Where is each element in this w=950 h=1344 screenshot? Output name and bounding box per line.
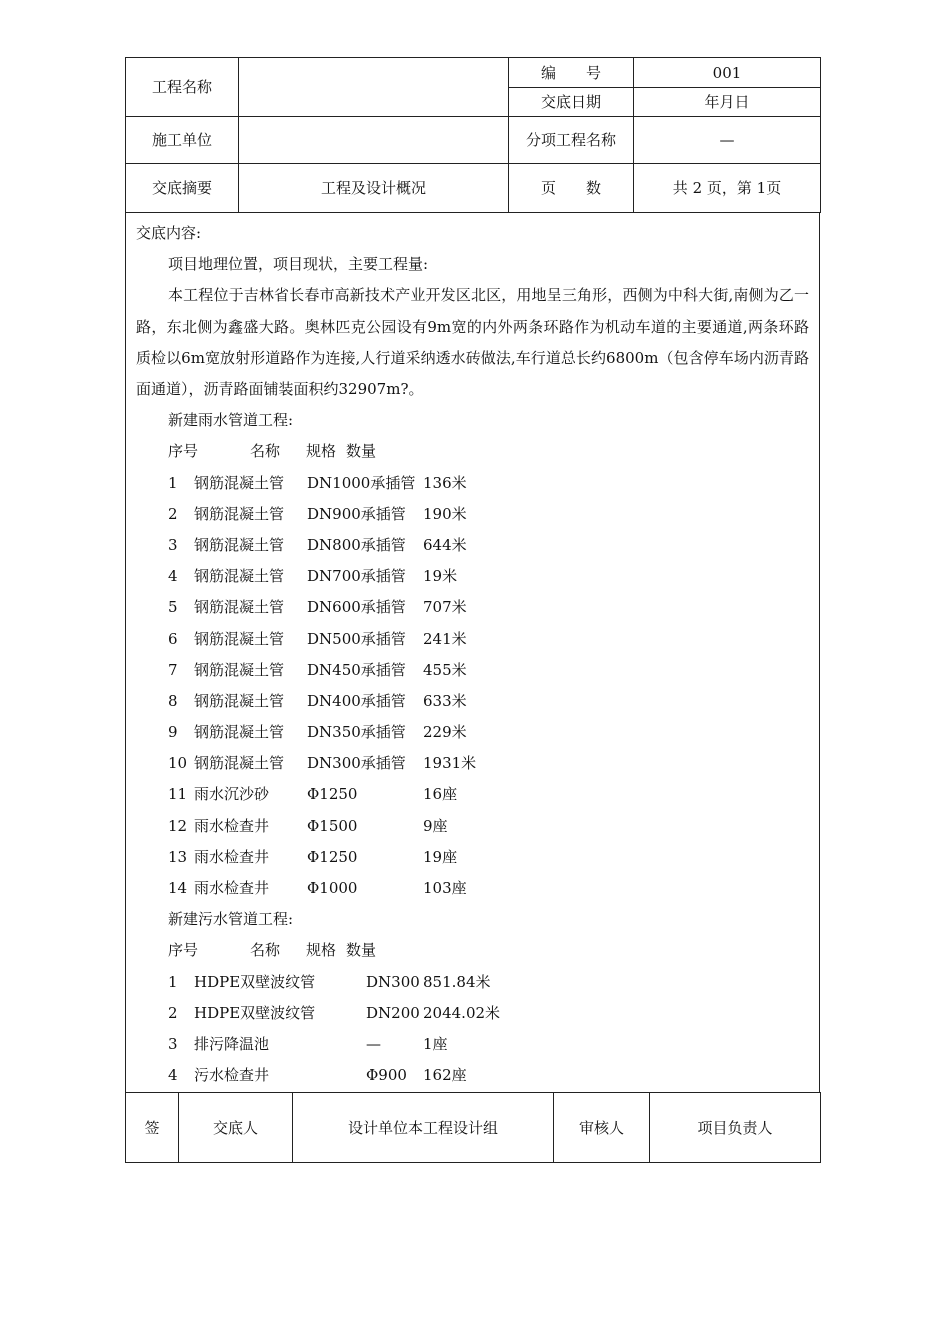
rain-item-row — [136, 686, 809, 717]
rain-item-name: 钢筋混凝土管 — [194, 535, 285, 554]
sewer-item-row — [136, 998, 809, 1029]
rain-item-spec: DN300承插管 — [307, 754, 406, 773]
rain-item-quantity: 103座 — [423, 879, 467, 897]
rain-item-number: 14 — [168, 879, 188, 897]
rain-item-row — [136, 811, 809, 842]
rain-item-quantity: 9座 — [423, 816, 448, 835]
sewer-item-quantity: 1座 — [423, 1034, 448, 1053]
project-description: 本工程位于吉林省长春市高新技术产业开发区北区，用地呈三角形，西侧为中科大街,南侧为乙一路，东北侧为鑫盛大路。奥林匹克公园设有9m宽的内外两条环路作为机动车道的主要通道,两条环路质检以6m宽放射形道路作为连接,人行道采纳透水砖做法,车行道总长约6800m（包含停车场内沥青路面通道），沥青路面铺装面积约32907m?。 — [136, 286, 809, 398]
rain-item-name: 钢筋混凝土管 — [194, 660, 285, 679]
rain-item-spec: DN600承插管 — [307, 598, 406, 617]
sewer-item-name: HDPE双壁波纹管 — [194, 972, 316, 991]
pages-value: 共 2 页，第 1页 — [634, 164, 821, 213]
rain-item-row — [136, 873, 809, 904]
rain-item-name: 钢筋混凝土管 — [194, 754, 285, 773]
content-heading: 交底内容: — [136, 224, 202, 242]
unit-label: 施工单位 — [126, 117, 239, 164]
sewer-header-name: 名称 — [250, 941, 281, 960]
rain-item-spec: DN350承插管 — [307, 723, 406, 742]
rain-item-number: 6 — [168, 629, 178, 648]
sewer-item-spec: Φ900 — [366, 1066, 407, 1085]
rain-item-quantity: 241米 — [423, 629, 467, 648]
rain-item-number: 10 — [168, 754, 188, 773]
signature-table — [125, 1092, 821, 1163]
rain-item-number: 2 — [168, 504, 178, 523]
sewer-item-number: 2 — [168, 1003, 178, 1022]
number-label: 编 号 — [509, 58, 634, 88]
rain-item-quantity: 229米 — [423, 723, 467, 742]
rain-item-row — [136, 592, 809, 623]
rain-item-row — [136, 842, 809, 873]
rain-item-name: 钢筋混凝土管 — [194, 598, 285, 617]
rain-item-quantity: 1931米 — [423, 754, 477, 773]
number-value: 001 — [634, 58, 821, 88]
rain-item-row — [136, 530, 809, 561]
rain-item-name: 钢筋混凝土管 — [194, 723, 285, 742]
discloser-value: 设计单位本工程设计组 — [293, 1093, 554, 1163]
manager-label: 项目负责人 — [650, 1093, 821, 1163]
rain-section-title: 新建雨水管道工程: — [168, 411, 294, 430]
sewer-item-number: 3 — [168, 1034, 178, 1053]
rain-item-number: 1 — [168, 473, 178, 492]
sewer-item-row — [136, 1060, 809, 1091]
rain-item-spec: Φ1250 — [307, 847, 358, 866]
rain-item-row — [136, 655, 809, 686]
rain-item-spec: DN800承插管 — [307, 535, 406, 554]
sub-project-label: 分项工程名称 — [509, 117, 634, 164]
sewer-item-name: 污水检查井 — [194, 1066, 270, 1085]
project-name-value — [239, 58, 509, 117]
sewer-item-name: 排污降温池 — [194, 1034, 270, 1053]
rain-item-number: 3 — [168, 535, 178, 554]
rain-item-quantity: 644米 — [423, 535, 467, 554]
reviewer-label: 审核人 — [554, 1093, 650, 1163]
summary-label: 交底摘要 — [126, 164, 239, 213]
rain-item-number: 5 — [168, 598, 178, 617]
date-value: 年月日 — [634, 88, 821, 117]
sewer-item-quantity: 2044.02米 — [423, 1003, 501, 1022]
rain-item-spec: DN500承插管 — [307, 629, 406, 648]
rain-item-row — [136, 717, 809, 748]
rain-item-row — [136, 561, 809, 592]
discloser-label: 交底人 — [179, 1093, 293, 1163]
header-table — [125, 57, 821, 213]
sewer-header-no: 序号 — [168, 941, 199, 960]
rain-item-spec: DN450承插管 — [307, 660, 406, 679]
rain-item-name: 钢筋混凝土管 — [194, 473, 285, 492]
content-subheading: 项目地理位置，项目现状，主要工程量: — [168, 255, 429, 274]
sewer-item-number: 1 — [168, 972, 178, 991]
sewer-item-row — [136, 1029, 809, 1060]
project-name-label: 工程名称 — [126, 58, 239, 117]
rain-item-name: 雨水检查井 — [194, 847, 270, 866]
sewer-item-quantity: 162座 — [423, 1066, 467, 1085]
rain-item-quantity: 19座 — [423, 847, 458, 866]
sewer-item-quantity: 851.84米 — [423, 972, 491, 991]
rain-item-number: 13 — [168, 847, 188, 866]
rain-item-number: 4 — [168, 567, 178, 586]
rain-item-name: 雨水沉沙砂 — [194, 785, 270, 804]
rain-item-name: 钢筋混凝土管 — [194, 567, 285, 586]
rain-item-spec: DN400承插管 — [307, 691, 406, 710]
rain-item-quantity: 707米 — [423, 598, 467, 617]
rain-item-quantity: 136米 — [423, 473, 467, 492]
sewer-section-title: 新建污水管道工程: — [168, 910, 294, 929]
rain-item-number: 12 — [168, 816, 188, 835]
rain-item-quantity: 455米 — [423, 660, 467, 679]
rain-item-name: 雨水检查井 — [194, 816, 270, 835]
rain-item-name: 雨水检查井 — [194, 879, 270, 897]
rain-header-no: 序号 — [168, 442, 199, 461]
rain-item-number: 7 — [168, 660, 178, 679]
sewer-item-spec: DN300 — [366, 972, 420, 991]
sign-label: 签 — [126, 1093, 179, 1163]
rain-item-spec: Φ1000 — [307, 879, 358, 897]
rain-header-row — [136, 436, 809, 467]
rain-item-spec: DN700承插管 — [307, 567, 406, 586]
rain-item-list — [136, 468, 809, 905]
sewer-item-row — [136, 967, 809, 998]
rain-item-spec: Φ1500 — [307, 816, 358, 835]
date-label: 交底日期 — [509, 88, 634, 117]
sewer-header-spec: 规格 — [306, 941, 337, 960]
rain-item-spec: Φ1250 — [307, 785, 358, 804]
sub-project-value: — — [634, 117, 821, 164]
pages-label: 页 数 — [509, 164, 634, 213]
sewer-item-spec: — — [366, 1034, 381, 1053]
disclosure-form — [125, 57, 820, 1163]
rain-header-qty: 数量 — [346, 442, 377, 461]
rain-item-spec: DN1000承插管 — [307, 473, 416, 492]
rain-item-row — [136, 499, 809, 530]
rain-header-name: 名称 — [250, 442, 281, 461]
rain-item-name: 钢筋混凝土管 — [194, 691, 285, 710]
rain-item-row — [136, 468, 809, 499]
rain-item-row — [136, 748, 809, 779]
summary-value: 工程及设计概况 — [239, 164, 509, 213]
rain-item-quantity: 19米 — [423, 567, 458, 586]
rain-item-name: 钢筋混凝土管 — [194, 504, 285, 523]
rain-item-row — [136, 779, 809, 810]
sewer-item-name: HDPE双壁波纹管 — [194, 1003, 316, 1022]
rain-item-number: 9 — [168, 723, 178, 742]
rain-item-quantity: 16座 — [423, 785, 458, 804]
rain-item-number: 11 — [168, 785, 188, 804]
sewer-item-number: 4 — [168, 1066, 178, 1085]
rain-header-spec: 规格 — [306, 442, 337, 461]
rain-item-quantity: 633米 — [423, 691, 467, 710]
rain-item-row — [136, 624, 809, 655]
sewer-header-row — [136, 935, 809, 966]
rain-item-quantity: 190米 — [423, 504, 467, 523]
unit-value — [239, 117, 509, 164]
rain-item-name: 钢筋混凝土管 — [194, 629, 285, 648]
content-area — [125, 213, 820, 1092]
sewer-item-spec: DN200 — [366, 1003, 420, 1022]
rain-item-number: 8 — [168, 691, 178, 710]
rain-item-spec: DN900承插管 — [307, 504, 406, 523]
sewer-header-qty: 数量 — [346, 941, 377, 960]
sewer-item-list — [136, 967, 809, 1092]
